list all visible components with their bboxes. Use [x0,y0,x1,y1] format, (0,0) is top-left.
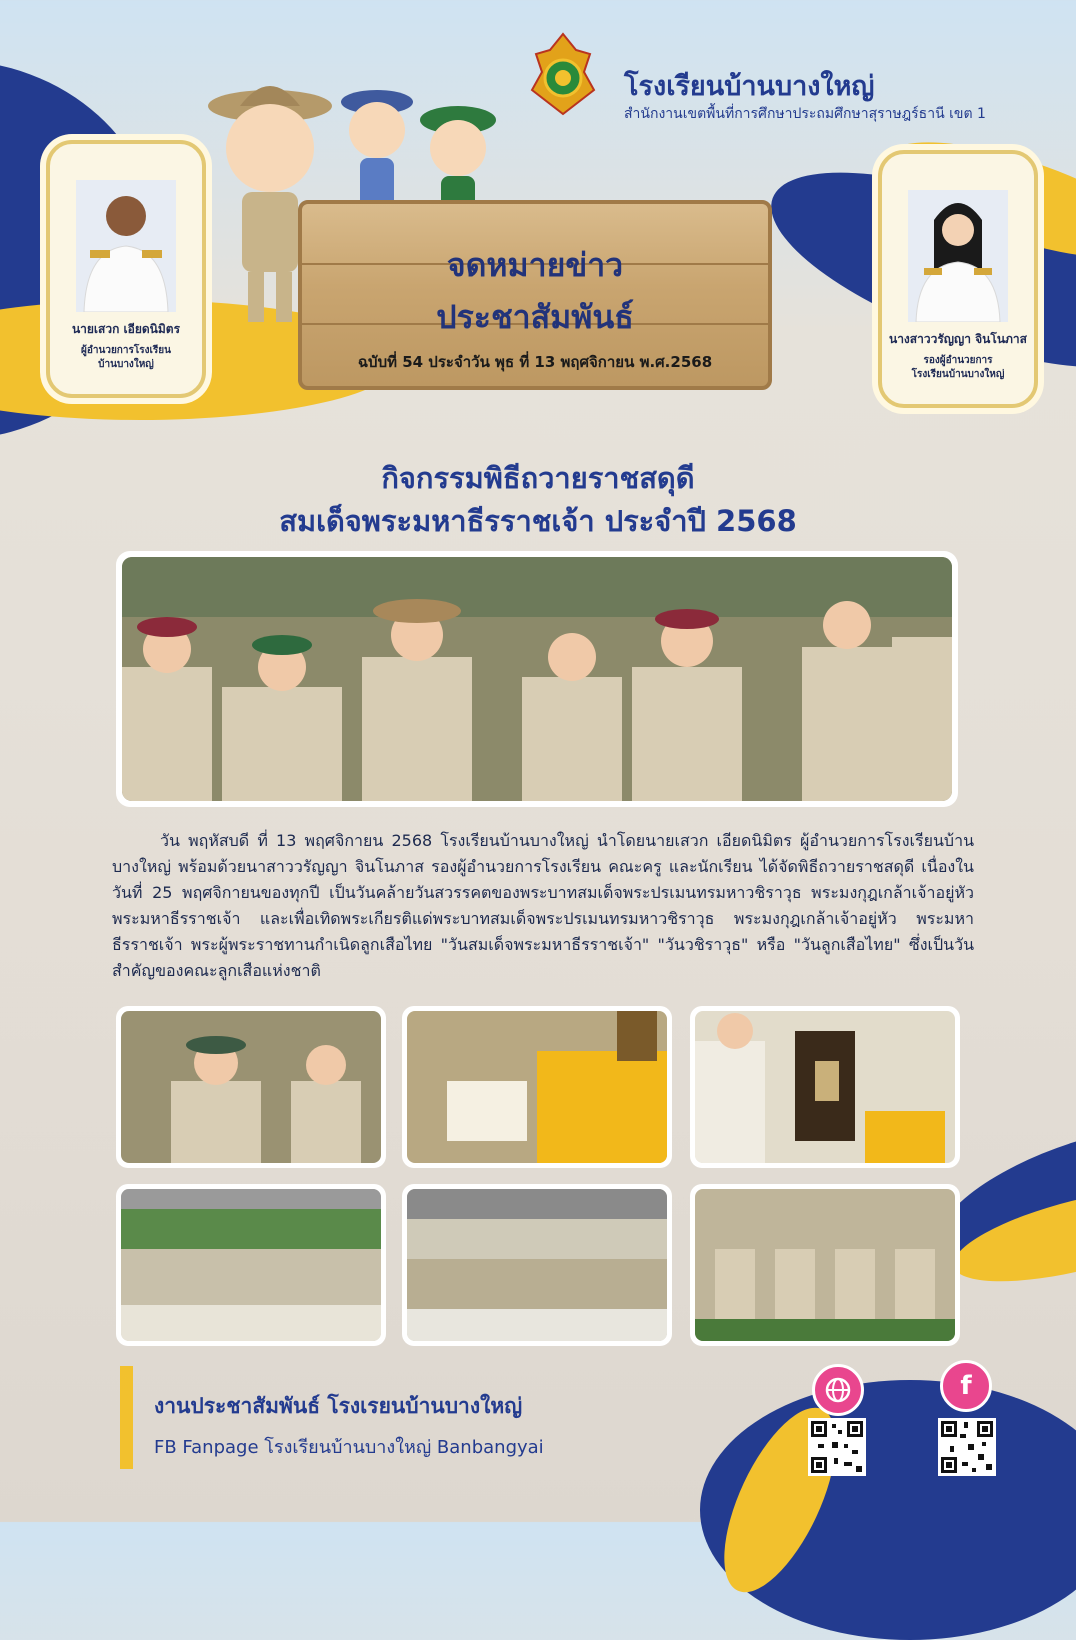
newsletter-subtitle: ประชาสัมพันธ์ [436,298,634,336]
director-role [56,344,196,372]
deputy-portrait-card [878,150,1038,408]
director-role-line1: ผู้อำนวยการโรงเรียน [81,345,171,356]
deputy-name: นางสาววรัญญา จินโนภาส [888,332,1027,346]
facebook-qr-code[interactable] [938,1418,996,1476]
article-body: วัน พฤหัสบดี ที่ 13 พฤศจิกายน 2568 โรงเรียนบ้านบางใหญ่ นำโดยนายเสวก เอียดนิมิตร ผู้อำนวยการโรงเรียนบ้านบางใหญ่ พร้อมด้วยนาสาววรัญญา จินโนภาส รองผู้อำนวยการโรงเรียน คณะครู และนักเรียน ได้จัดพิธีถวายราชสดุดี เนื่องในวันที่ 25 พฤศจิกายนของทุกปี เป็นวันคล้ายวันสวรรคตของพระบาทสมเด็จพระปรเมนทรมหาวชิราวุธ พระมงกุฎเกล้าเจ้าอยู่หัว พระมหาธีรราชเจ้า และเพื่อเทิดพระเกียรติแด่พระบาทสมเด็จพระปรเมนทรมหาวชิราวุธ พระมงกุฎเกล้าเจ้าอยู่หัว พระมหาธีรราชเจ้า พระผู้พระราชทานกำเนิดลูกเสือไทย "วันสมเด็จพระมหาธีรราชเจ้า" "วันวชิราวุธ" หรือ "วันลูกเสือไทย" ซึ่งเป็นวันสำคัญของคณะลูกเสือแห่งชาติ [112,831,974,980]
education-office: สำนักงานเขตพื้นที่การศึกษาประถมศึกษาสุราษฎร์ธานี เขต 1 [624,106,986,122]
deputy-role-line2: โรงเรียนบ้านบางใหญ่ [911,369,1005,380]
deputy-role-line1: รองผู้อำนวยการ [923,355,993,366]
activity-headline-line1: กิจกรรมพิธีถวายราชสดุดี [381,461,695,495]
main-ceremony-photo [116,551,958,807]
director-photo [76,180,176,312]
issue-info: ฉบับที่ 54 ประจำวัน พุธ ที่ 13 พฤศจิกายน พ.ศ.2568 [357,353,713,371]
school-logo [524,32,602,120]
footer-accent-bar [120,1366,133,1469]
gallery-photo-1 [116,1006,386,1168]
footer-fanpage: FB Fanpage โรงเรียนบ้านบางใหญ่ Banbangyai [154,1437,544,1458]
activity-headline-line2: สมเด็จพระมหาธีรราชเจ้า ประจำปี 2568 [279,504,797,538]
director-role-line2: บ้านบางใหญ่ [98,359,154,370]
deputy-photo [908,190,1008,322]
gallery-photo-2 [402,1006,672,1168]
facebook-glyph: f [960,1371,972,1401]
footer-title: งานประชาสัมพันธ์ โรงเรยนบ้านบางใหญ่ [154,1394,523,1418]
director-portrait-card [46,140,206,398]
gallery-photo-5 [402,1184,672,1346]
globe-icon[interactable] [812,1364,864,1416]
school-name: โรงเรียนบ้านบางใหญ่ [624,71,875,102]
gallery-photo-4 [116,1184,386,1346]
gallery-photo-6 [690,1184,960,1346]
gallery-photo-3 [690,1006,960,1168]
newsletter-title: จดหมายข่าว [446,246,624,284]
facebook-icon[interactable] [940,1360,992,1412]
website-qr-code[interactable] [808,1418,866,1476]
deputy-role [888,354,1028,382]
director-name: นายเสวก เอียดนิมิตร [71,322,181,336]
